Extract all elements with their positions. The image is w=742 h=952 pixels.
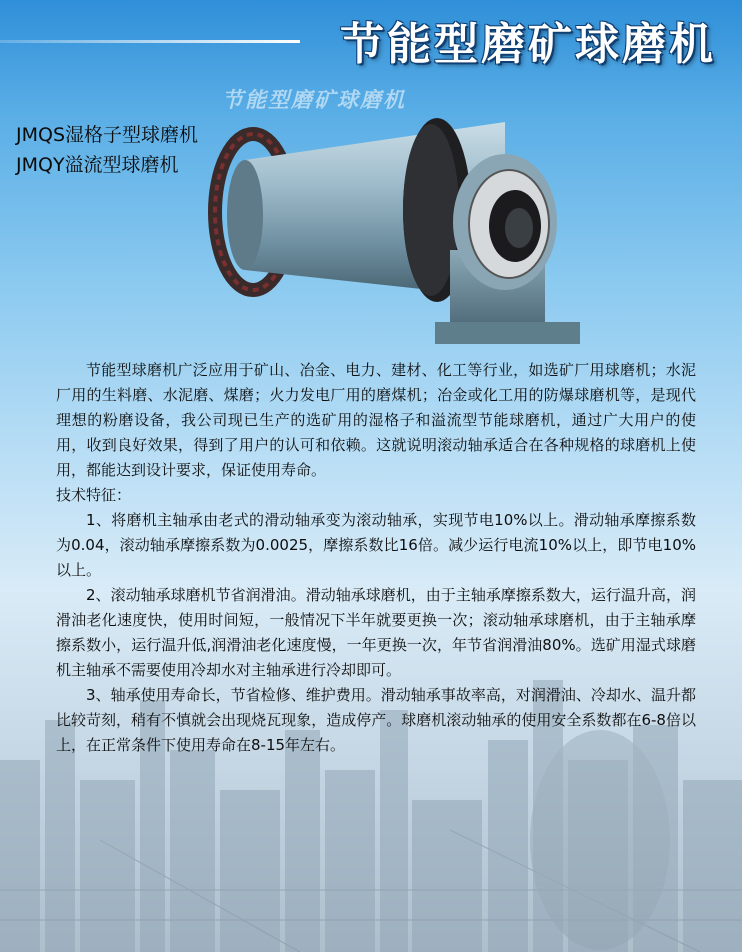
ball-mill-illustration [205, 100, 590, 352]
title-watermark: 节能型磨矿球磨机 [222, 88, 406, 112]
intro-paragraph: 节能型球磨机广泛应用于矿山、冶金、电力、建材、化工等行业，如选矿厂用球磨机；水泥厂用的生料磨、水泥磨、煤磨；火力发电厂用的磨煤机；冶金或化工用的防爆球磨机等，是现代理想的粉磨设备，我公司现已生产的选矿用的湿格子和溢流型节能球磨机，通过广大用户的使用，收到良好效果，得到了用户的认可和依赖。这就说明滚动轴承适合在各种规格的球磨机上使用，都能达到设计要求，保证使用寿命。 [56, 361, 696, 479]
feature-item: 2、滚动轴承球磨机节省润滑油。滑动轴承球磨机，由于主轴承摩擦系数大，运行温升高，润滑油老化速度快，使用时间短，一般情况下半年就要更换一次；滚动轴承球磨机，由于主轴承摩擦系数小，运行温升低,润滑油老化速度慢，一年更换一次，年节省润滑油80%。选矿用湿式球磨机主轴承不需要使用冷却水对主轴承进行冷却即可。 [56, 586, 696, 679]
model-name-jmqy: JMQY溢流型球磨机 [16, 154, 179, 176]
model-name-jmqs: JMQS湿格子型球磨机 [16, 124, 199, 146]
description-body [56, 358, 696, 758]
feature-item: 1、将磨机主轴承由老式的滑动轴承变为滚动轴承，实现节电10%以上。滑动轴承摩擦系数为0.04，滚动轴承摩擦系数为0.0025，摩擦系数比16倍。减少运行电流10%以上，即节电10%以上。 [56, 511, 696, 579]
title-rule [0, 40, 300, 43]
feature-item: 3、轴承使用寿命长，节省检修、维护费用。滑动轴承事故率高，对润滑油、冷却水、温升都比较苛刻，稍有不慎就会出现烧瓦现象，造成停产。球磨机滚动轴承的使用安全系数都在6-8倍以上，在正常条件下使用寿命在8-15年左右。 [56, 686, 696, 754]
features-heading: 技术特征： [56, 486, 132, 504]
page-title: 节能型磨矿球磨机 [340, 19, 716, 70]
